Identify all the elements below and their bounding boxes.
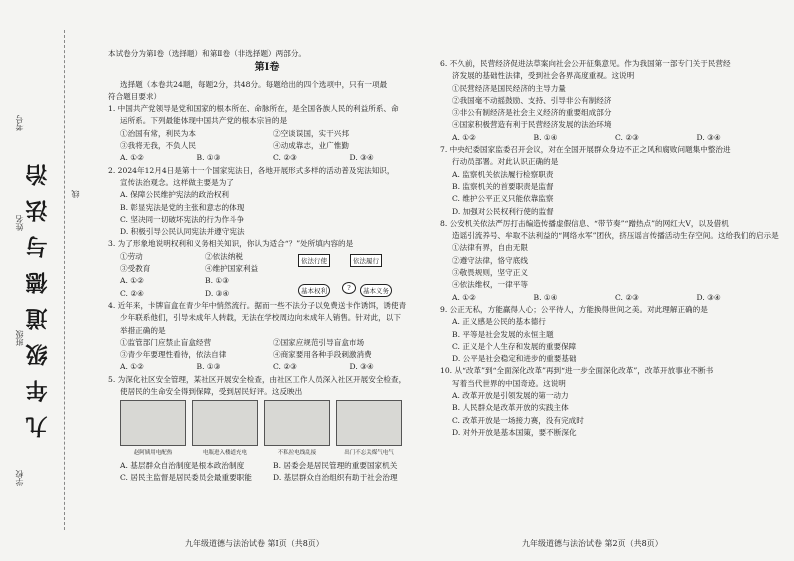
question-9: 9. 公正无私，方能赢得人心；公平待人，方能换得世间之美。对此理解正确的是: [440, 304, 708, 314]
question-6: 6. 不久前，民营经济促进法草案向社会公开征集意见。作为我国第一部专门关于民营经: [440, 59, 731, 68]
answer-choice: B. 彰显宪法是党的主张和意志的体现: [120, 202, 245, 212]
answer-choice: B. 监察机关的首要职责是监督: [452, 181, 554, 191]
answer-choice: A. 基层群众自治制度是根本政治制度: [120, 460, 245, 470]
question-5: 5. 为深化社区安全管理，某社区开展安全检查，由社区工作人员深入社区开展安全检查，: [108, 374, 407, 384]
diagram-box: 基本义务: [360, 284, 392, 297]
option: ②遵守法律，恪守底线: [452, 255, 528, 265]
answer-choice: D. 积极引导公民认同宪法并遵守宪法: [120, 227, 245, 237]
answer-choice: D. ③④: [349, 362, 374, 372]
answer-choice: C. ②④: [120, 288, 144, 298]
answer-choice: C. ②③: [273, 362, 297, 372]
diagram-box: 基本权利: [298, 284, 330, 297]
answer-choice: C. 维护公平正义只能依靠监察: [452, 194, 554, 204]
question-10: 10. 从“改革”到“全面深化改革”再到“进一步全面深化改革”，改革开放事业不断书: [440, 366, 714, 376]
option: ①劳动: [120, 251, 143, 261]
name-label: 姓名: [15, 215, 24, 231]
question-6: 济发展的基础性法律，受到社会各界高度重视。这说明: [452, 71, 635, 81]
answer-choice: A. ①②: [452, 292, 476, 302]
option: ④维护国家利益: [205, 264, 259, 274]
option: ①监管部门应禁止盲盒经营: [120, 337, 212, 347]
answer-choice: A. ①②: [120, 153, 144, 163]
binding-strip: [0, 0, 78, 561]
option: ③我将无我，不负人民: [120, 141, 196, 151]
answer-choice: D. 对外开放是基本国策，要不断深化: [452, 427, 577, 437]
answer-choice: B. ①④: [533, 132, 558, 142]
answer-choice: C. 坚决同一切破坏宪法的行为作斗争: [120, 214, 245, 224]
cartoon-caption: 赵阿姨用电配热: [133, 450, 173, 457]
page-footer: 九年级道德与法治试卷 第Ⅰ页（共8页）: [185, 539, 324, 548]
answer-choice: D. ③④: [349, 153, 374, 163]
answer-choice: D. 基层群众自治组织有助于社会治理: [273, 472, 398, 482]
q1-options: [108, 140, 426, 152]
option: ④动成靠志，业广惟勤: [273, 141, 349, 151]
answer-choice: B. ①④: [533, 292, 558, 302]
diagram-box: 依法行使: [298, 254, 330, 267]
subject-title: 九年级道德与法治: [25, 150, 51, 438]
number-label: 考号: [15, 115, 24, 131]
answer-choice: A. 正义感是公民的基本德行: [452, 317, 546, 327]
q1-answers: [108, 152, 426, 164]
answer-choice: A. 改革开放是引领发展的第一动力: [452, 391, 569, 401]
answer-choice: B. 平等是社会发展的永恒主题: [452, 329, 554, 339]
question-4: 举措正确的是: [120, 325, 166, 335]
option: ④商家要用各种手段刺激消费: [273, 350, 372, 360]
option: ①民营经济是国民经济的主导力量: [452, 83, 566, 93]
question-7: 7. 中央纪委国家监委召开会议，对在全国开展群众身边不正之风和腐败问题集中整治进: [440, 145, 731, 155]
diagram-question-mark: ?: [342, 282, 356, 294]
instruction-line: 符合题目要求）: [108, 91, 162, 101]
answer-choice: C. 正义是个人生存和发展的重要保障: [452, 341, 577, 351]
cartoon-strip: [120, 400, 426, 446]
answer-choice: B. 居委会是居民管理的重要国家机关: [273, 460, 398, 470]
diagram-box: 依法履行: [350, 254, 382, 267]
answer-choice: D. 加强对公民权利行使的监督: [452, 206, 554, 216]
cartoon-caption: 电瓶进入楼道充电: [202, 450, 247, 457]
answer-choice: D. ③④: [205, 288, 230, 298]
page-footer: 九年级道德与法治试卷 第2页（共8页）: [522, 539, 663, 548]
answer-choice: D. ③④: [696, 132, 721, 142]
option: ②空谈误国，实干兴邦: [273, 128, 349, 138]
option: ①法律有界，自由无限: [452, 243, 528, 253]
option: ③青少年要理性看待，依法自律: [120, 350, 227, 360]
cartoon-caption: 不私拉电线乱接: [277, 450, 317, 457]
cartoon-image: [264, 400, 330, 446]
answer-choice: C. ②③: [615, 132, 639, 142]
section-title: 第Ⅰ卷: [254, 62, 280, 74]
answer-choice: A. 保障公民维护宪法的政治权利: [120, 190, 230, 200]
instruction-line: 选择题（本卷共24题，每题2分，共48分。每题给出的四个选项中，只有一项最: [120, 79, 388, 89]
question-8: 8. 公安机关依法严厉打击编造传播虚假信息、“带节奏”“蹭热点”的网红大V，以及借机: [440, 218, 729, 228]
option: ④国家积极营造有利于民营经济发展的法治环境: [452, 120, 612, 130]
option: ②国家应规范引导盲盒市场: [273, 337, 365, 347]
right-page: [440, 58, 778, 439]
question-4: 少年联系他们，引导未成年人转载，无法在学校周边向未成年人销售。针对此，以下: [120, 313, 401, 323]
answer-choice: B. ①③: [196, 362, 221, 372]
answer-choice: A. ①②: [452, 132, 476, 142]
question-1: 运所系。下列最能体现中国共产党的根本宗旨的是: [120, 116, 288, 126]
school-label: 学校: [15, 470, 24, 486]
question-1: 1. 中国共产党领导是党和国家的根本所在、命脉所在，是全国各族人民的利益所系、命: [108, 104, 399, 114]
question-7: 行动员部署。对此认识正确的是: [452, 157, 559, 167]
option: ①治国有常，利民为本: [120, 128, 196, 138]
answer-choice: A. ①②: [120, 276, 144, 286]
question-8: 造谣引流养号、牟取不法利益的“网络水军”团伙，挤压谣言传播活动生存空间。这给我们的启示是: [452, 231, 779, 241]
seal-char: 线: [71, 190, 80, 198]
rights-duties-diagram: [296, 254, 404, 308]
answer-choice: A. ①②: [120, 362, 144, 372]
question-10: 写着当代世界的中国奇迹。这说明: [452, 378, 566, 388]
answer-choice: D. ③④: [696, 292, 721, 302]
answer-choice: B. ①③: [205, 276, 230, 286]
option: ③敬畏规则，坚守正义: [452, 268, 528, 278]
option: ②依法纳税: [205, 251, 243, 261]
answer-choice: A. 监察机关依法履行检察职责: [452, 169, 554, 179]
answer-choice: C. ②③: [615, 292, 639, 302]
class-label: 班级: [15, 330, 24, 346]
seal-line: [64, 30, 65, 530]
cartoon-image: [120, 400, 186, 446]
answer-choice: B. ①③: [196, 153, 221, 163]
answer-choice: C. 改革开放是一场接力赛，没有完成时: [452, 415, 584, 425]
question-5: 使居民的生命安全得到保障，受到居民好评。这反映出: [120, 387, 303, 397]
cartoon-image: [336, 400, 402, 446]
question-2: 2. 2024年12月4日是第十一个国家宪法日，各地开展形式多样的活动普及宪法知识，: [108, 165, 395, 175]
answer-choice: B. 人民群众是改革开放的实践主体: [452, 403, 569, 413]
option: ③非公有制经济是社会主义经济的重要组成部分: [452, 108, 612, 118]
q1-options: [108, 128, 426, 140]
cartoon-caption: 出门不忘关煤气电气: [344, 450, 394, 457]
option: ②我国毫不动摇鼓励、支持、引导非公有制经济: [452, 95, 612, 105]
intro-text: 本试卷分为第Ⅰ卷（选择题）和第Ⅱ卷（非选择题）两部分。: [108, 49, 307, 58]
option: ④依法维权，一律平等: [452, 280, 528, 290]
cartoon-image: [192, 400, 258, 446]
question-2: 宣传法治观念。这样做主要是为了: [120, 177, 234, 187]
answer-choice: C. ②③: [273, 153, 297, 163]
answer-choice: D. 公平是社会稳定和进步的重要基础: [452, 354, 577, 364]
answer-choice: C. 居民主监督是居民委员会最重要职能: [120, 472, 252, 482]
option: ③受教育: [120, 264, 151, 274]
cartoon-captions: [120, 447, 426, 459]
question-3: 3. 为了形象地说明权利和义务相关知识，你认为适合“？”处所填内容的是: [108, 239, 354, 249]
question-4: 4. 近年来，卡牌盲盒在青少年中悄然流行。据而一些不法分子以免费送卡作诱饵，诱使青: [108, 300, 407, 310]
